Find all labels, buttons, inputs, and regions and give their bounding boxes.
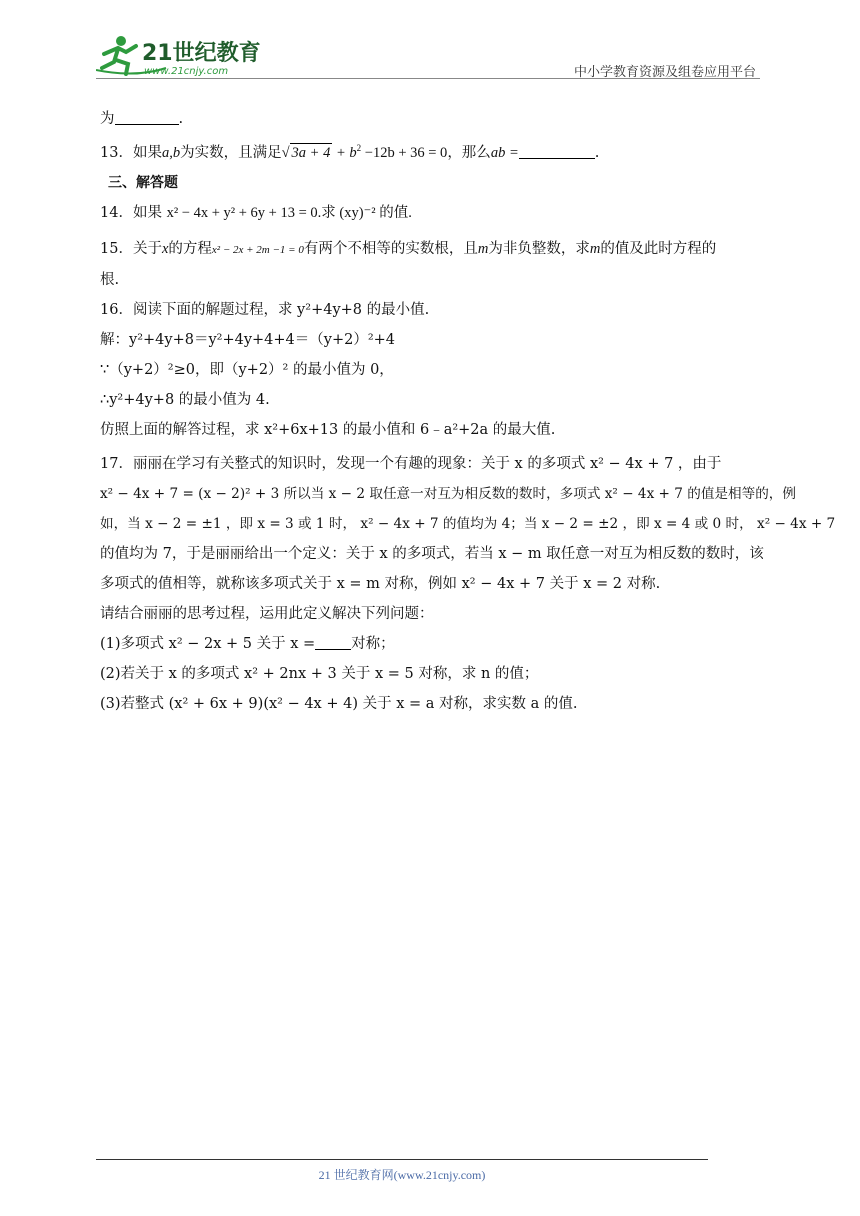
document-body [100,104,836,719]
q13-formula: √ $3a + 4 + b^2 -12b + 36 = 0$ [281,143,448,161]
q13-vars: a,b [161,145,181,161]
q17-line5: 多项式的值相等，就称该多项式关于 x = m 对称，例如 x² − 4x + 7 关于 x = 2 对称. [100,576,661,592]
radicand: 3a + 4 [291,145,331,161]
q15-text: 关于 [132,241,162,257]
q16-line2: 解：y²+4y+8＝y²+4y+4+4＝（y+2）²+4 [100,332,396,348]
q17-line4: 的值均为 7，于是丽丽给出一个定义：关于 x 的多项式，若当 x − m 取任意一对互为相反数的数时，该 [100,546,764,562]
q13-term: −12b + 36 = 0 [361,145,448,161]
footer-text: 21 世纪教育网(www.21cnjy.com) [318,1168,486,1182]
q15-equation: x² − 2x + 2m −1 = 0 [211,244,304,256]
q15-text: 的方程 [168,241,212,257]
q16-line4: ∴y²+4y+8 的最小值为 4. [100,392,270,408]
question-15 [100,234,764,265]
q13-text: 如果 [132,145,162,161]
q12-suffix: . [178,111,184,127]
q17-part2: (2)若关于 x 的多项式 x² + 2nx + 3 关于 x = 5 对称，求 n 的值； [100,666,539,682]
page-header [0,0,860,80]
q16-line3: ∵（y+2）²≥0，即（y+2）² 的最小值为 0， [100,362,394,378]
question-14 [100,198,764,228]
var-m: m [477,241,489,257]
q17-line3: 如，当 x − 2 = ±1 ，即 x = 3 或 1 时， x² − 4x + 7 的值均为 4；当 x − 2 = ±2 ，即 x = 4 或 0 时， x² − 4x + 7 [100,516,836,532]
q14-text: 如果 [132,205,167,221]
q16-line5: 仿照上面的解答过程，求 x²+6x+13 的最小值和 6﹣a²+2a 的最大值. [100,422,556,438]
q15-text: 为非负整数，求 [488,241,590,257]
q15-text: 的值及此时方程的 [600,241,717,257]
q14-number: 14． [100,205,133,221]
q13-text: ，那么 [447,145,491,161]
q17-part1-text: (1)多项式 x² − 2x + 5 关于 x = [100,636,316,652]
logo [96,34,266,78]
q17-line2: x² − 4x + 7 = (x − 2)² + 3 所以当 x − 2 取任意一对互为相反数的数时，多项式 x² − 4x + 7 的值是相等的，例 [100,486,796,502]
q17-line1: 17．丽丽在学习有关整式的知识时，发现一个有趣的现象：关于 x 的多项式 x² − 4x + 7 ，由于 [100,456,722,472]
q13-text: 为实数，且满足 [180,145,282,161]
q14-formula: x² − 4x + y² + 6y + 13 = 0. [166,205,322,221]
answer-blank [115,110,179,125]
q15-line2: 根. [100,272,120,288]
q12-tail [100,104,764,134]
answer-blank [519,144,595,159]
logo-url-text: www.21cnjy.com [144,66,229,77]
q17-line6: 请结合丽丽的思考过程，运用此定义解决下列问题： [100,606,434,622]
question-13 [100,138,764,168]
q17-part1 [100,629,764,659]
q15-number: 15． [100,241,133,257]
q12-prefix: 为 [100,111,115,127]
answer-blank [315,635,351,650]
q13-ab: ab = [490,145,519,161]
header-divider [96,78,760,79]
q13-end: . [594,145,600,161]
section-heading: 三、解答题 [108,175,178,191]
q17-part1-text: 对称； [351,636,395,652]
q17-part3: (3)若整式 (x² + 6x + 9)(x² − 4x + 4) 关于 x = a 对称，求实数 a 的值. [100,696,578,712]
q15-text: 有两个不相等的实数根，且 [303,241,478,257]
footer-divider [96,1159,708,1160]
q16-line1: 16．阅读下面的解题过程，求 y²+4y+8 的最小值. [100,302,430,318]
q13-number: 13． [100,145,133,161]
var-m: m [589,241,601,257]
platform-name: 中小学教育资源及组卷应用平台 [573,65,756,80]
var-x: x [161,241,169,257]
logo-main-text: 21世纪教育 [142,41,261,66]
q13-term: + b [332,145,357,161]
q14-text: 求 (xy)⁻² 的值. [321,205,412,221]
